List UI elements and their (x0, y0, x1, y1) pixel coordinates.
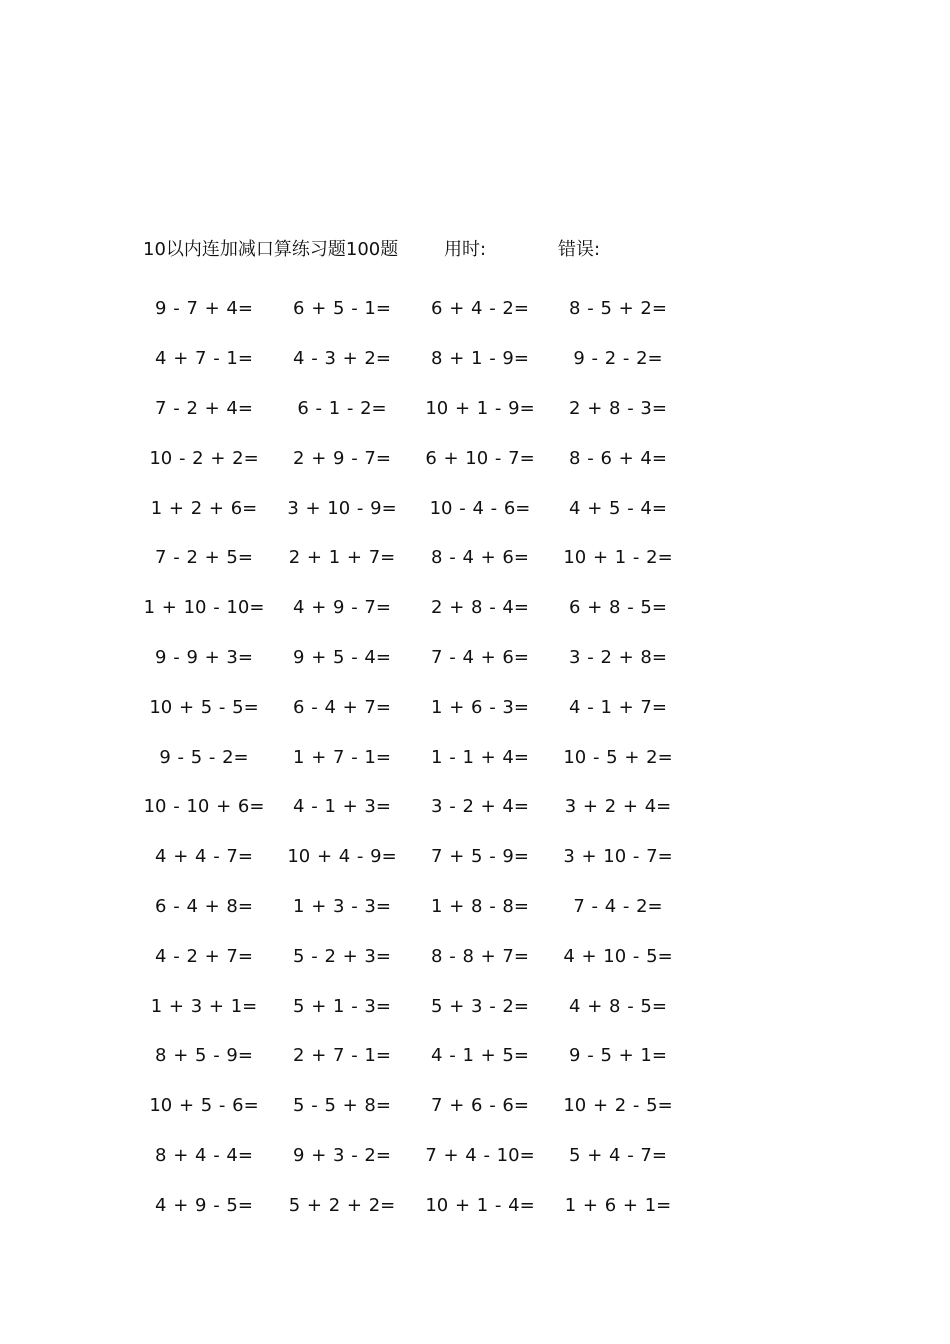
problem-item: 8 + 4 - 4= (155, 1144, 253, 1166)
problem-row (135, 832, 687, 882)
problem-item: 3 + 10 - 7= (563, 846, 673, 868)
problem-row (135, 782, 687, 832)
problem-item: 10 - 2 + 2= (149, 447, 259, 469)
problem-item: 4 - 3 + 2= (293, 348, 391, 370)
problem-item: 2 + 1 + 7= (288, 547, 396, 569)
problem-row (135, 384, 687, 434)
problem-grid (135, 284, 687, 1230)
problem-item: 6 + 8 - 5= (569, 597, 667, 619)
problem-item: 1 + 3 + 1= (150, 995, 258, 1017)
problem-item: 7 + 6 - 6= (431, 1095, 529, 1117)
problem-item: 1 - 1 + 4= (431, 746, 529, 768)
problem-row (135, 682, 687, 732)
problem-item: 5 + 1 - 3= (293, 995, 391, 1017)
problem-item: 4 + 8 - 5= (569, 995, 667, 1017)
problem-row (135, 633, 687, 683)
problem-row (135, 483, 687, 533)
problem-item: 6 - 4 + 7= (293, 696, 391, 718)
problem-row (135, 981, 687, 1031)
problem-item: 7 + 5 - 9= (431, 846, 529, 868)
problem-item: 7 - 2 + 5= (155, 547, 253, 569)
problem-item: 6 - 1 - 2= (297, 397, 387, 419)
problem-item: 7 - 2 + 4= (155, 397, 253, 419)
problem-item: 3 + 2 + 4= (564, 796, 672, 818)
problem-item: 9 - 7 + 4= (155, 298, 253, 320)
problem-item: 9 + 5 - 4= (293, 646, 391, 668)
problem-item: 10 - 10 + 6= (143, 796, 265, 818)
time-label: 用时: (444, 239, 487, 260)
problem-item: 1 + 6 + 1= (564, 1194, 672, 1216)
problem-item: 8 + 1 - 9= (431, 348, 529, 370)
problem-item: 3 + 10 - 9= (287, 497, 397, 519)
problem-row (135, 284, 687, 334)
problem-item: 1 + 6 - 3= (431, 696, 529, 718)
worksheet-title: 10以内连加减口算练习题100题 (143, 239, 399, 260)
problem-row (135, 1180, 687, 1230)
problem-item: 10 + 5 - 6= (149, 1095, 259, 1117)
problem-item: 8 - 4 + 6= (431, 547, 529, 569)
worksheet-header (0, 236, 950, 264)
problem-item: 2 + 8 - 4= (431, 597, 529, 619)
problem-item: 9 - 5 - 2= (159, 746, 249, 768)
problem-item: 5 - 2 + 3= (293, 945, 391, 967)
problem-item: 4 + 5 - 4= (569, 497, 667, 519)
problem-row (135, 583, 687, 633)
problem-item: 2 + 7 - 1= (293, 1045, 391, 1067)
problem-item: 9 - 9 + 3= (155, 646, 253, 668)
problem-item: 10 - 4 - 6= (429, 497, 531, 519)
problem-item: 2 + 8 - 3= (569, 397, 667, 419)
problem-item: 10 + 5 - 5= (149, 696, 259, 718)
problem-item: 6 + 4 - 2= (431, 298, 529, 320)
problem-item: 6 + 10 - 7= (425, 447, 535, 469)
problem-item: 8 - 6 + 4= (569, 447, 667, 469)
problem-item: 8 + 5 - 9= (155, 1045, 253, 1067)
problem-item: 4 + 4 - 7= (155, 846, 253, 868)
problem-item: 2 + 9 - 7= (293, 447, 391, 469)
problem-row (135, 533, 687, 583)
problem-item: 8 - 8 + 7= (431, 945, 529, 967)
problem-item: 4 + 9 - 5= (155, 1194, 253, 1216)
problem-item: 10 + 1 - 4= (425, 1194, 535, 1216)
problem-item: 8 - 5 + 2= (569, 298, 667, 320)
problem-row (135, 882, 687, 932)
problem-item: 10 + 1 - 9= (425, 397, 535, 419)
problem-row (135, 433, 687, 483)
problem-item: 7 - 4 - 2= (573, 895, 663, 917)
problem-row (135, 732, 687, 782)
problem-item: 10 - 5 + 2= (563, 746, 673, 768)
problem-item: 7 + 4 - 10= (425, 1144, 535, 1166)
problem-item: 1 + 8 - 8= (431, 895, 529, 917)
problem-item: 10 + 2 - 5= (563, 1095, 673, 1117)
problem-item: 10 + 4 - 9= (287, 846, 397, 868)
problem-item: 9 + 3 - 2= (293, 1144, 391, 1166)
problem-item: 9 - 2 - 2= (573, 348, 663, 370)
errors-label: 错误: (558, 239, 601, 260)
problem-item: 5 + 2 + 2= (288, 1194, 396, 1216)
problem-row (135, 1031, 687, 1081)
problem-item: 3 - 2 + 4= (431, 796, 529, 818)
problem-row (135, 334, 687, 384)
problem-row (135, 1131, 687, 1181)
problem-item: 1 + 7 - 1= (293, 746, 391, 768)
problem-item: 3 - 2 + 8= (569, 646, 667, 668)
problem-item: 6 - 4 + 8= (155, 895, 253, 917)
problem-item: 1 + 3 - 3= (293, 895, 391, 917)
problem-item: 5 + 3 - 2= (431, 995, 529, 1017)
problem-item: 6 + 5 - 1= (293, 298, 391, 320)
problem-item: 4 + 10 - 5= (563, 945, 673, 967)
problem-item: 10 + 1 - 2= (563, 547, 673, 569)
problem-item: 4 - 2 + 7= (155, 945, 253, 967)
problem-row (135, 931, 687, 981)
problem-item: 1 + 10 - 10= (143, 597, 265, 619)
problem-row (135, 1081, 687, 1131)
problem-item: 4 - 1 + 7= (569, 696, 667, 718)
problem-item: 4 - 1 + 5= (431, 1045, 529, 1067)
problem-item: 4 + 7 - 1= (155, 348, 253, 370)
problem-item: 5 - 5 + 8= (293, 1095, 391, 1117)
problem-item: 7 - 4 + 6= (431, 646, 529, 668)
problem-item: 4 + 9 - 7= (293, 597, 391, 619)
problem-item: 4 - 1 + 3= (293, 796, 391, 818)
problem-item: 5 + 4 - 7= (569, 1144, 667, 1166)
problem-item: 1 + 2 + 6= (150, 497, 258, 519)
problem-item: 9 - 5 + 1= (569, 1045, 667, 1067)
